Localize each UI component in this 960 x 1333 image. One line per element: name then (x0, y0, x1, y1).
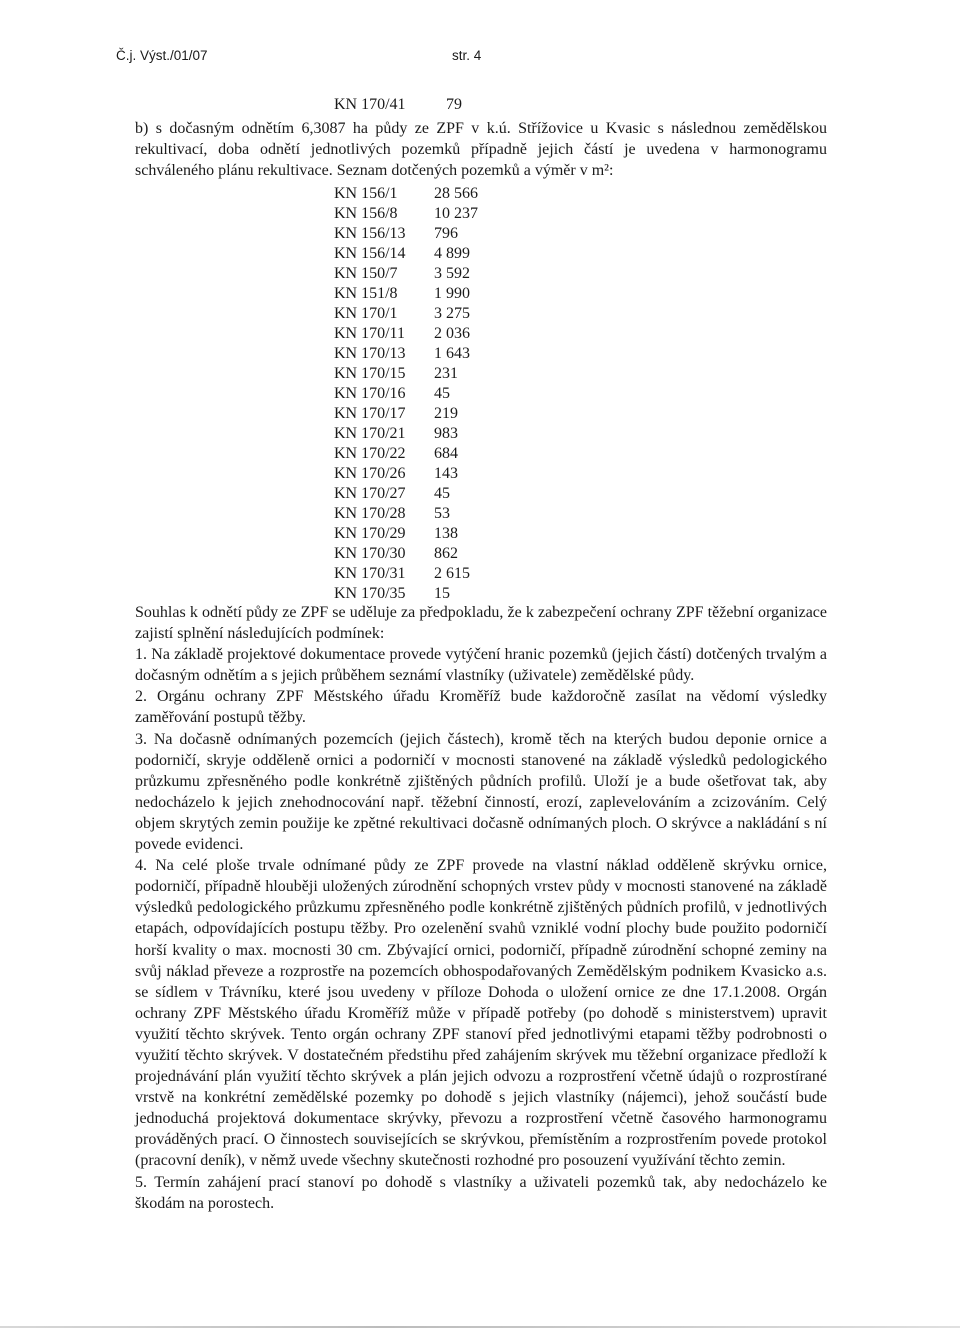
plot-area: 28 566 (434, 185, 478, 202)
plot-area: 10 237 (434, 205, 478, 222)
plot-area: 53 (434, 505, 450, 522)
section-b-paragraph: b) s dočasným odnětím 6,3087 ha půdy ze ZPF v k.ú. Střížovice u Kvasic s následnou zemědělskou rekultivací, doba odnětí jednotlivých pozemků případně jejich částí je uvedena v harmonogramu schváleného plánu rekultivace. Seznam dotčených pozemků a výměr v m²: (135, 120, 827, 179)
plot-area: 796 (434, 225, 458, 242)
plot-number: KN 156/13 (334, 225, 406, 242)
condition-item-5: 5. Termín zahájení prací stanoví po dohodě s vlastníky a uživateli pozemků tak, aby nedocházelo ke škodám na porostech. (135, 1173, 827, 1212)
plot-area: 3 592 (434, 265, 470, 282)
document-reference: Č.j. Výst./01/07 (116, 48, 208, 63)
plot-number: KN 170/35 (334, 585, 406, 602)
plot-number: KN 170/27 (334, 485, 406, 502)
plot-area: 138 (434, 525, 458, 542)
plot-area: 862 (434, 545, 458, 562)
plot-number: KN 156/1 (334, 185, 398, 202)
plot-area: 2 615 (434, 565, 470, 582)
plot-area: 79 (446, 96, 462, 113)
plot-number: KN 156/8 (334, 205, 398, 222)
plot-number: KN 170/17 (334, 405, 406, 422)
scan-edge-line (0, 1326, 960, 1328)
plot-number: KN 170/16 (334, 385, 406, 402)
condition-item-1: 1. Na základě projektové dokumentace provede vytýčení hranic pozemků (jejich částí) dotčených trvalým a dočasným odnětím a s jejich průběhem seznámí vlastníky (uživatele) zemědělské půdy. (135, 646, 827, 685)
plot-area: 2 036 (434, 325, 470, 342)
plot-number: KN 156/14 (334, 245, 406, 262)
plot-number: KN 170/1 (334, 305, 398, 322)
plot-number: KN 170/22 (334, 445, 406, 462)
plot-number: KN 170/41 (334, 96, 406, 113)
plot-number: KN 170/29 (334, 525, 406, 542)
plot-area: 4 899 (434, 245, 470, 262)
condition-item-4: 4. Na celé ploše trvale odnímané půdy ze ZPF provede na vlastní náklad odděleně skrývku ornice, podorničí, případně hlouběji uložených zúrodnění schopných vrstev půdy v mocnosti stanovené na základě výsledků pedologického průzkumu zpřesněného podle konkrétně zjištěných půdních profilů, v jednotlivých etapách, odpovídajících postupu těžby. Pro ozelenění svahů vzniklé vodní plochy bude použito podorničí horší kvality o max. mocnosti 30 cm. Zbývající ornici, podorničí, případně zúrodnění schopné zeminy na svůj náklad převeze a rozprostře na pozemcích obhospodařovaných Zemědělským podnikem Kvasicko a.s. se sídlem v Trávníku, které jsou uvedeny v příloze Dohoda o uložení ornice ze dne 17.1.2008. Orgán ochrany ZPF Městského úřadu Kroměříž může v případě potřeby (po dohodě s ministerstvem) upravit využití těchto skrývek. Tento orgán ochrany ZPF stanoví před jednotlivými etapami těžby podrobnosti o využití těchto skrývek. V dostatečném předstihu před zahájením skrývek mu těžební organizace předloží k projednávání plán využití těchto skrývek a plán jejich odvozu a rozprostření včetně údajů o rozprostírané vrstvě na konkrétní zemědělské pozemky po dohodě s jejich vlastníky (nájemci), jehož součástí bude jednoduchá projektová dokumentace skrývky, převozu a rozprostření včetně časového harmonogramu prováděných prací. O činnostech souvisejících se skrývkou, přemístěním a rozprostřením povede protokol (pracovní deník), v němž uvede všechny skutečnosti rozhodné pro posouzení využívání těchto zemin. (135, 857, 827, 1170)
plot-number: KN 170/30 (334, 545, 406, 562)
plot-number: KN 170/26 (334, 465, 406, 482)
plot-area: 219 (434, 405, 458, 422)
plot-area: 983 (434, 425, 458, 442)
plot-number: KN 170/21 (334, 425, 406, 442)
conditions-intro: Souhlas k odnětí půdy ze ZPF se uděluje za předpokladu, že k zabezpečení ochrany ZPF těžební organizace zajistí splnění následujících podmínek: (135, 604, 827, 643)
plot-area: 1 643 (434, 345, 470, 362)
condition-item-2: 2. Orgánu ochrany ZPF Městského úřadu Kroměříž bude každoročně zasílat na vědomí výsledky zaměřování postupů těžby. (135, 688, 827, 727)
plot-number: KN 170/13 (334, 345, 406, 362)
plot-number: KN 170/15 (334, 365, 406, 382)
plot-number: KN 170/28 (334, 505, 406, 522)
plot-number: KN 150/7 (334, 265, 398, 282)
plot-area: 45 (434, 385, 450, 402)
plot-number: KN 170/31 (334, 565, 406, 582)
conditions-section (135, 602, 827, 1214)
condition-item-3: 3. Na dočasně odnímaných pozemcích (jejich částech), kromě těch na kterých budou deponie ornice a podorničí, skryje odděleně ornici a podorničí v mocnosti stanovené na základě výsledků pedologického průzkumu zpřesněného podle konkrétně zjištěných půdních profilů. Uloží je a bude ošetřovat tak, aby nedocházelo k jejich znehodnocování např. těžební činností, erozí, zaplevelováním a zcizováním. Celý objem skrytých zemin použije ke zpětné rekultivaci dočasně odnímaných ploch. O skrývce a nakládání s ní povede evidenci. (135, 730, 827, 854)
plot-area: 684 (434, 445, 458, 462)
plot-area: 3 275 (434, 305, 470, 322)
plot-area: 231 (434, 365, 458, 382)
plot-area: 1 990 (434, 285, 470, 302)
page-number: str. 4 (452, 48, 482, 63)
plot-area: 45 (434, 485, 450, 502)
plot-area: 143 (434, 465, 458, 482)
plot-area: 15 (434, 585, 450, 602)
plot-number: KN 151/8 (334, 285, 398, 302)
plot-number: KN 170/11 (334, 325, 405, 342)
plot-row-continued (334, 96, 462, 114)
